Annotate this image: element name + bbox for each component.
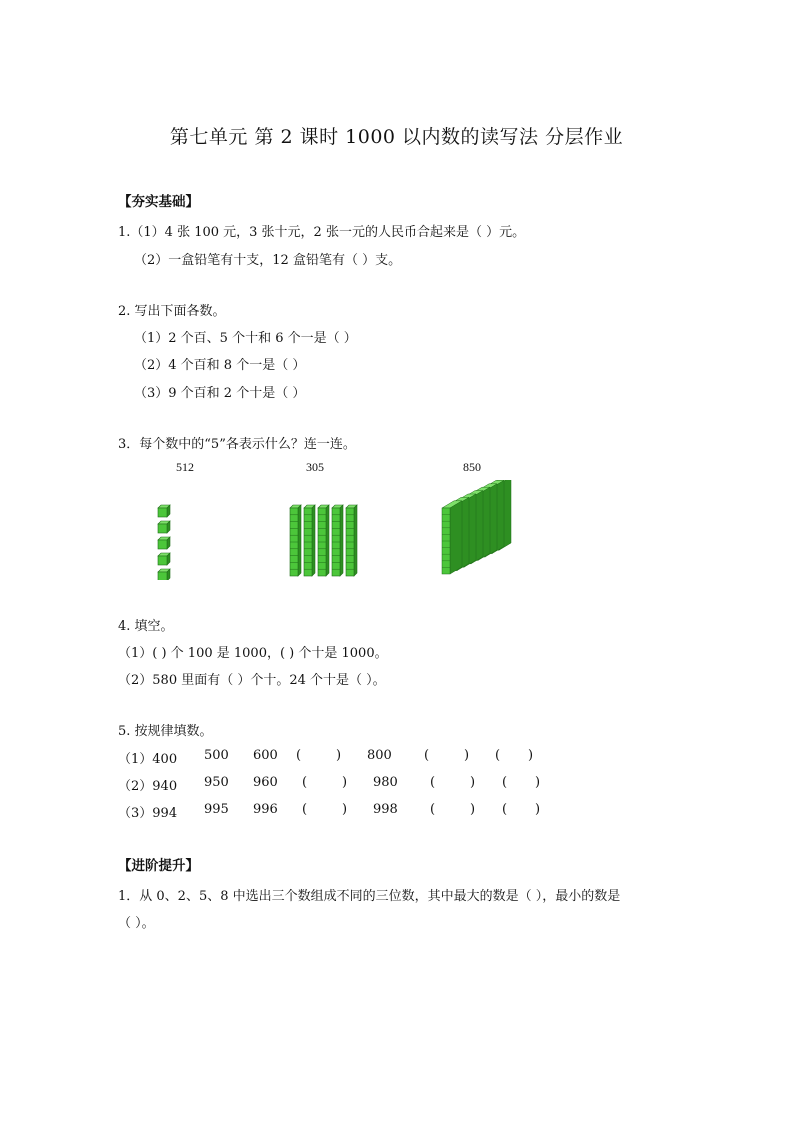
q5-blank-open: ( <box>430 775 436 790</box>
adv-q1-line1: 1．从 0、2、5、8 中选出三个数组成不同的三位数，其中最大的数是（ ），最小的数是 <box>118 889 621 904</box>
q1-line2: （2）一盒铅笔有十支，12 盒铅笔有（ ）支。 <box>134 253 402 268</box>
unit-cube <box>158 569 170 580</box>
unit-cube <box>158 505 170 517</box>
q1-line1: 1.（1）4 张 100 元，3 张十元，2 张一元的人民币合起来是（ ）元。 <box>118 225 526 240</box>
ones-cubes <box>158 505 170 580</box>
q5-cell: （1）400 <box>118 752 178 767</box>
q5-cell: 998 <box>373 802 398 817</box>
q2-item-1: （1）2 个百、5 个十和 6 个一是（ ） <box>134 331 357 346</box>
cube-front <box>158 524 167 533</box>
unit-cube <box>158 521 170 533</box>
q5-cell: 600 <box>253 748 278 763</box>
hundreds-flats <box>442 480 511 574</box>
q5-blank-close: ) <box>470 775 476 790</box>
q5-blank-open: ( <box>495 748 501 763</box>
q5-blank-open: ( <box>296 748 302 763</box>
q3-stem: 3．每个数中的“5”各表示什么？连一连。 <box>118 437 356 452</box>
q5-blank-open: ( <box>302 775 308 790</box>
q5-blank-close: ) <box>535 802 541 817</box>
adv-q1-line2: （ ）。 <box>118 916 155 931</box>
ten-rod <box>318 505 329 576</box>
flat-side <box>450 501 462 574</box>
q5-cell: 996 <box>253 802 278 817</box>
rod-side <box>340 505 343 576</box>
q2-item-3: （3）9 个百和 2 个十是（ ） <box>134 386 306 401</box>
base-ten-blocks-illustration <box>140 480 540 580</box>
q5-blank-open: ( <box>430 802 436 817</box>
unit-cube <box>158 553 170 565</box>
ten-rod <box>304 505 315 576</box>
section-heading-basic: 【夯实基础】 <box>118 194 199 210</box>
page-title: 第七单元 第 2 课时 1000 以内数的读写法 分层作业 <box>169 126 624 148</box>
cube-front <box>158 508 167 517</box>
q5-blank-close: ) <box>470 802 476 817</box>
q5-blank-open: ( <box>502 775 508 790</box>
q5-blank-open: ( <box>502 802 508 817</box>
q5-row-2 <box>0 775 793 795</box>
q5-cell: 980 <box>373 775 398 790</box>
section-heading-advanced: 【进阶提升】 <box>118 858 199 874</box>
q5-cell: 995 <box>204 802 229 817</box>
q5-blank-close: ) <box>528 748 534 763</box>
q3-number-512: 512 <box>176 460 194 474</box>
q5-cell: 950 <box>204 775 229 790</box>
q3-number-850: 850 <box>463 460 481 474</box>
q5-blank-close: ) <box>464 748 470 763</box>
rod-side <box>298 505 301 576</box>
q5-blank-close: ) <box>336 748 342 763</box>
rod-side <box>326 505 329 576</box>
cube-front <box>158 572 167 580</box>
q5-row-3 <box>0 802 793 822</box>
q5-cell: （3）994 <box>118 806 178 821</box>
q2-item-2: （2）4 个百和 8 个一是（ ） <box>134 358 306 373</box>
q3-number-305: 305 <box>306 460 324 474</box>
q2-stem: 2. 写出下面各数。 <box>118 304 226 319</box>
rod-side <box>354 505 357 576</box>
unit-cube <box>158 537 170 549</box>
tens-rods <box>290 505 357 576</box>
q4-item-1: （1）( ) 个 100 是 1000，( ) 个十是 1000。 <box>118 646 388 661</box>
q5-blank-close: ) <box>535 775 541 790</box>
q5-blank-close: ) <box>342 802 348 817</box>
ten-rod <box>290 505 301 576</box>
q4-item-2: （2）580 里面有（ ）个十。24 个十是（ ）。 <box>118 673 386 688</box>
q5-stem: 5. 按规律填数。 <box>118 724 213 739</box>
ten-rod <box>346 505 357 576</box>
cube-front <box>158 540 167 549</box>
ten-rod <box>332 505 343 576</box>
rod-side <box>312 505 315 576</box>
hundred-flat <box>442 501 462 574</box>
q5-blank-open: ( <box>302 802 308 817</box>
q4-stem: 4. 填空。 <box>118 619 174 634</box>
cube-front <box>158 556 167 565</box>
q5-cell: 800 <box>367 748 392 763</box>
q5-blank-open: ( <box>424 748 430 763</box>
q5-blank-close: ) <box>342 775 348 790</box>
q5-cell: （2）940 <box>118 779 178 794</box>
q5-row-1 <box>0 748 793 768</box>
q5-cell: 960 <box>253 775 278 790</box>
q5-cell: 500 <box>204 748 229 763</box>
